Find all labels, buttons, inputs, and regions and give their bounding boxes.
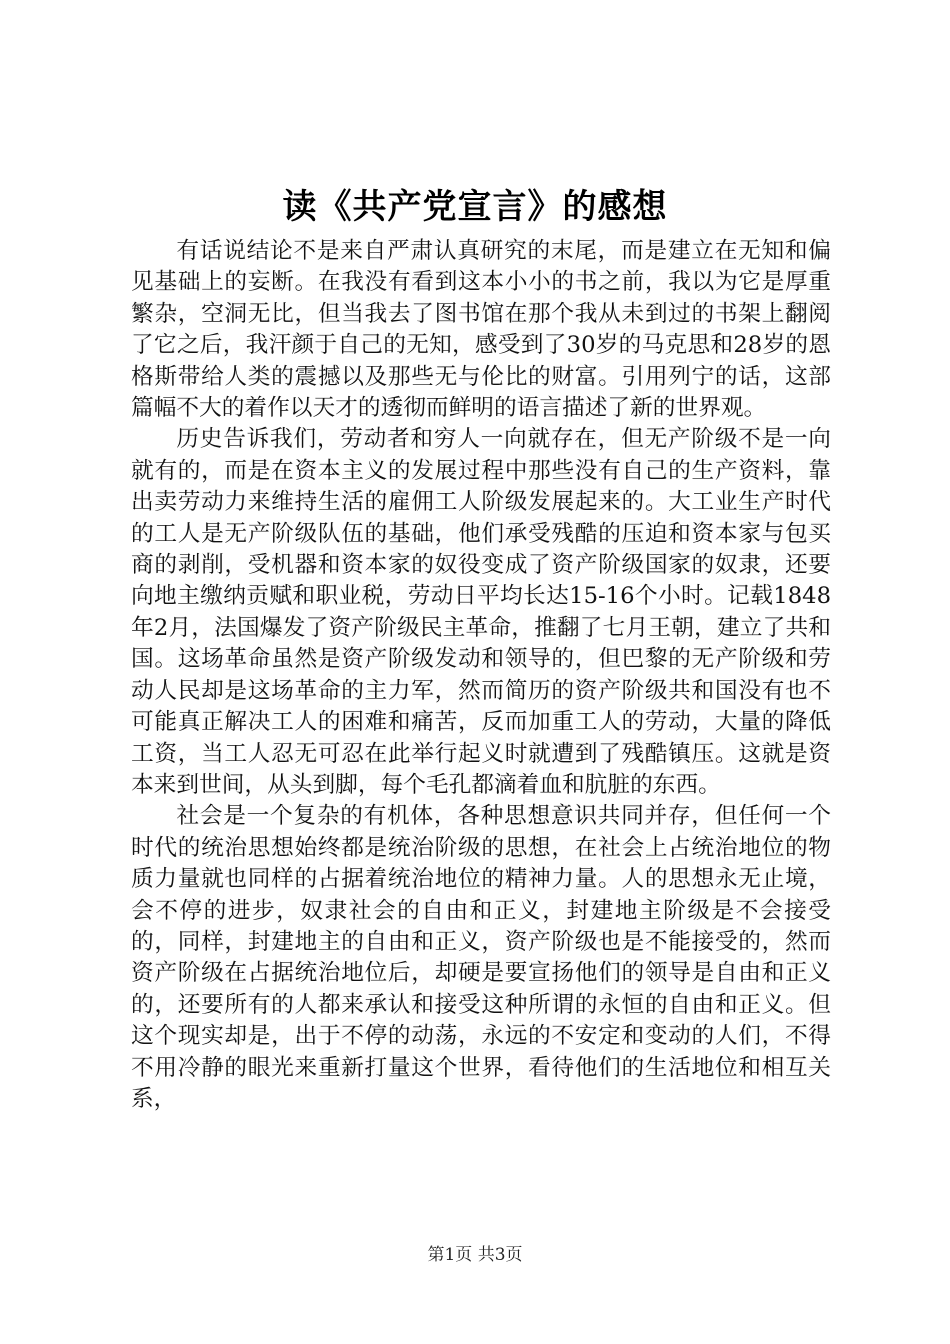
paragraph-3: 社会是一个复杂的有机体，各种思想意识共同并存，但任何一个时代的统治思想始终都是统治阶级的思想，在社会上占统治地位的物质力量就也同样的占据着统治地位的精神力量。人的思想永无止境，会不停的进步，奴隶社会的自由和正义，封建地主阶级是不会接受的，同样，封建地主的自由和正义，资产阶级也是不能接受的，然而资产阶级在占据统治地位后，却硬是要宣扬他们的领导是自由和正义的，还要所有的人都来承认和接受这种所谓的永恒的自由和正义。但这个现实却是，出于不停的动荡，永远的不安定和变动的人们，不得不用冷静的眼光来重新打量这个世界，看待他们的生活地位和相互关系， bbox=[131, 803, 831, 1112]
page-footer: 第1页 共3页 bbox=[427, 1245, 523, 1265]
document-body bbox=[131, 236, 831, 1115]
paragraph-2: 历史告诉我们，劳动者和穷人一向就存在，但无产阶级不是一向就有的，而是在资本主义的发展过程中那些没有自己的生产资料，靠出卖劳动力来维持生活的雇佣工人阶级发展起来的。大工业生产时代的工人是无产阶级队伍的基础，他们承受残酷的压迫和资本家与包买商的剥削，受机器和资本家的奴役变成了资产阶级国家的奴隶，还要向地主缴纳贡赋和职业税，劳动日平均长达15-16个小时。记载1848年2月，法国爆发了资产阶级民主革命，推翻了七月王朝，建立了共和国。这场革命虽然是资产阶级发动和领导的，但巴黎的无产阶级和劳动人民却是这场革命的主力军，然而简历的资产阶级共和国没有也不可能真正解决工人的困难和痛苦，反而加重工人的劳动，大量的降低工资，当工人忍无可忍在此举行起义时就遭到了残酷镇压。这就是资本来到世间，从头到脚，每个毛孔都滴着血和肮脏的东西。 bbox=[131, 426, 831, 798]
paragraph-1: 有话说结论不是来自严肃认真研究的末尾，而是建立在无知和偏见基础上的妄断。在我没有看到这本小小的书之前，我以为它是厚重繁杂，空洞无比，但当我去了图书馆在那个我从未到过的书架上翻阅了它之后，我汗颜于自己的无知，感受到了30岁的马克思和28岁的恩格斯带给人类的震撼以及那些无与伦比的财富。引用列宁的话，这部篇幅不大的着作以天才的透彻而鲜明的语言描述了新的世界观。 bbox=[131, 238, 831, 422]
document-title: 读《共产党宣言》的感想 bbox=[282, 187, 668, 227]
